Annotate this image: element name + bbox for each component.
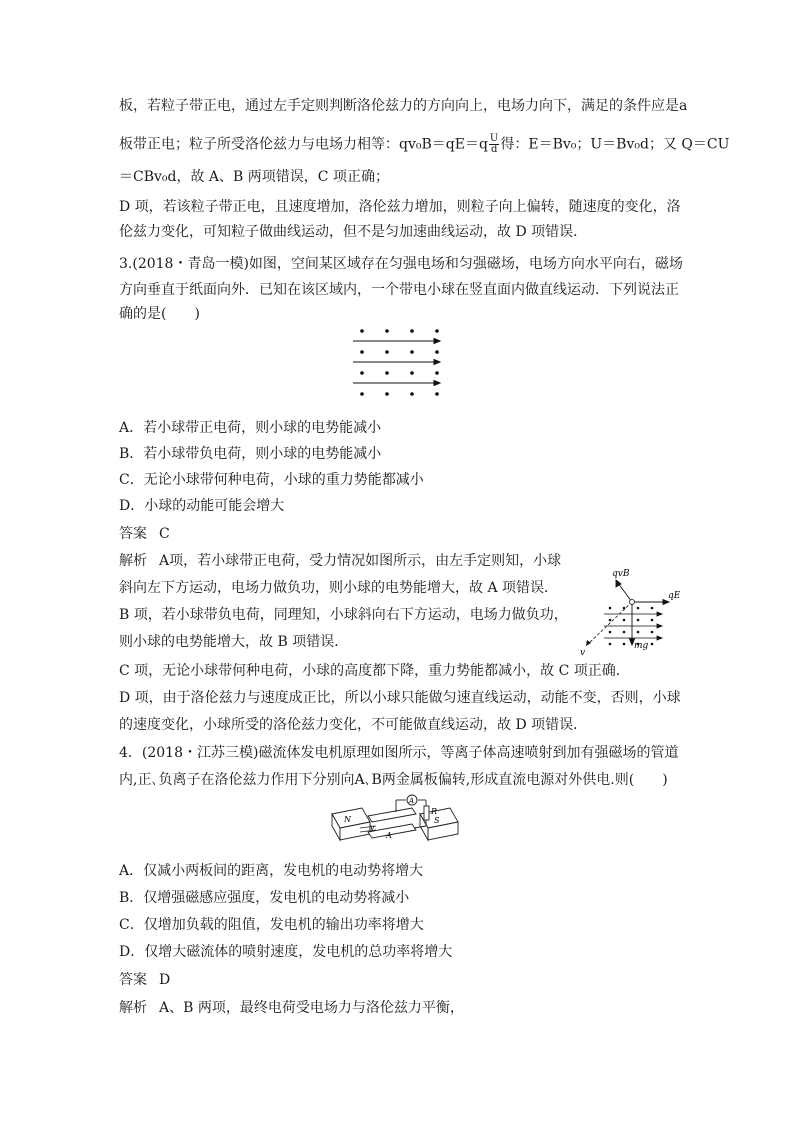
q4-mhd-generator-figure bbox=[326, 794, 466, 854]
label-v: v bbox=[580, 648, 586, 658]
analysis-line bbox=[119, 998, 464, 1018]
magnet-s-label: S bbox=[434, 816, 440, 825]
question-3-stem: 3.(2018・青岛一模)如图，空间某区域存在匀强电场和匀强磁场，电场方向水平向右，磁场 bbox=[119, 256, 683, 272]
question-4-stem: 4．(2018・江苏三模)磁流体发电机原理如图所示，等离子体高速喷射到加有强磁场的管道 bbox=[119, 745, 679, 761]
velocity-label: v bbox=[370, 823, 375, 832]
fraction-numerator: U bbox=[489, 133, 499, 144]
analysis-line: 则小球的电势能增大，故 B 项错误． bbox=[119, 634, 349, 650]
option-c: C．仅增加负载的阻值，发电机的输出功率将增大 bbox=[119, 917, 424, 933]
fraction bbox=[489, 134, 499, 155]
analysis-line: 的速度变化，小球所受的洛伦兹力变化，不可能做直线运动，故 D 项错误． bbox=[119, 717, 588, 733]
analysis-label: 解析 bbox=[119, 553, 147, 569]
answer-label: 答案 bbox=[119, 526, 147, 542]
option-d: D．仅增大磁流体的喷射速度，发电机的总功率将增大 bbox=[119, 944, 453, 960]
text-line: 伦兹力变化，可知粒子做曲线运动，但不是匀加速曲线运动，故 D 项错误． bbox=[119, 224, 588, 240]
analysis-line bbox=[119, 551, 561, 571]
text-segment: 板带正电；粒子所受洛伦兹力与电场力相等：qv₀B＝qE＝q bbox=[119, 136, 488, 153]
answer-value: C bbox=[159, 526, 170, 542]
analysis-text: A项，若小球带正电荷，受力情况如图所示，由左手定则知，小球 bbox=[159, 553, 562, 569]
answer-line bbox=[119, 970, 170, 990]
option-b: B．若小球带负电荷，则小球的电势能减小 bbox=[119, 446, 382, 462]
analysis-line: C 项，无论小球带何种电荷，小球的高度都下降，重力势能都减小，故 C 项正确． bbox=[119, 663, 630, 679]
answer-value: D bbox=[159, 972, 171, 988]
label-qvB: qvB bbox=[612, 569, 630, 579]
option-b: B．仅增强磁感应强度，发电机的电动势将减小 bbox=[119, 890, 410, 906]
question-3-stem: 确的是( ) bbox=[119, 306, 200, 322]
option-d: D．小球的动能可能会增大 bbox=[119, 498, 285, 514]
label-qE: qE bbox=[668, 591, 681, 601]
text-line: D 项，若该粒子带正电，且速度增加，洛伦兹力增加，则粒子向上偏转，随速度的变化，洛 bbox=[119, 199, 681, 215]
fraction-denominator: d bbox=[490, 144, 498, 155]
resistor-label: R bbox=[431, 807, 438, 816]
analysis-line: D 项，由于洛伦兹力与速度成正比，所以小球只能做匀速直线运动，动能不变，否则，小球 bbox=[119, 690, 681, 706]
analysis-label: 解析 bbox=[119, 1000, 147, 1016]
answer-label: 答案 bbox=[119, 972, 147, 988]
question-3-stem: 方向垂直于纸面向外．已知在该区域内，一个带电小球在竖直面内做直线运动．下列说法正 bbox=[119, 282, 679, 298]
option-a: A．若小球带正电荷，则小球的电势能减小 bbox=[119, 420, 382, 436]
plate-a-label: A bbox=[386, 831, 392, 840]
ammeter-label: A bbox=[409, 797, 415, 805]
analysis-text: A、B 两项，最终电荷受电场力与洛伦兹力平衡， bbox=[159, 1000, 464, 1016]
q3-field-figure bbox=[350, 322, 450, 402]
analysis-line: B 项，若小球带负电荷，同理知，小球斜向右下方运动，电场力做负功， bbox=[119, 607, 568, 623]
text-line-with-fraction bbox=[119, 134, 729, 155]
option-c: C．无论小球带何种电荷，小球的重力势能都减小 bbox=[119, 472, 424, 488]
q3-force-diagram bbox=[576, 566, 686, 656]
label-mg: mg bbox=[634, 641, 649, 651]
option-a: A．仅减小两板间的距离，发电机的电动势将增大 bbox=[119, 863, 424, 879]
question-4-stem: 内,正､负离子在洛伦兹力作用下分别向A､B两金属板偏转,形成直流电源对外供电.则( ) bbox=[119, 772, 668, 788]
text-line: 板，若粒子带正电，通过左手定则判断洛伦兹力的方向向上，电场力向下，满足的条件应是a bbox=[119, 98, 688, 114]
analysis-line: 斜向左下方运动，电场力做负功，则小球的电势能增大，故 A 项错误． bbox=[119, 580, 559, 596]
answer-line bbox=[119, 524, 170, 544]
magnet-n-label: N bbox=[344, 815, 351, 824]
text-segment: 得：E＝Bv₀；U＝Bv₀d；又 Q＝CU bbox=[500, 136, 730, 153]
text-line: ＝CBv₀d，故 A、B 两项错误，C 项正确； bbox=[119, 169, 389, 185]
